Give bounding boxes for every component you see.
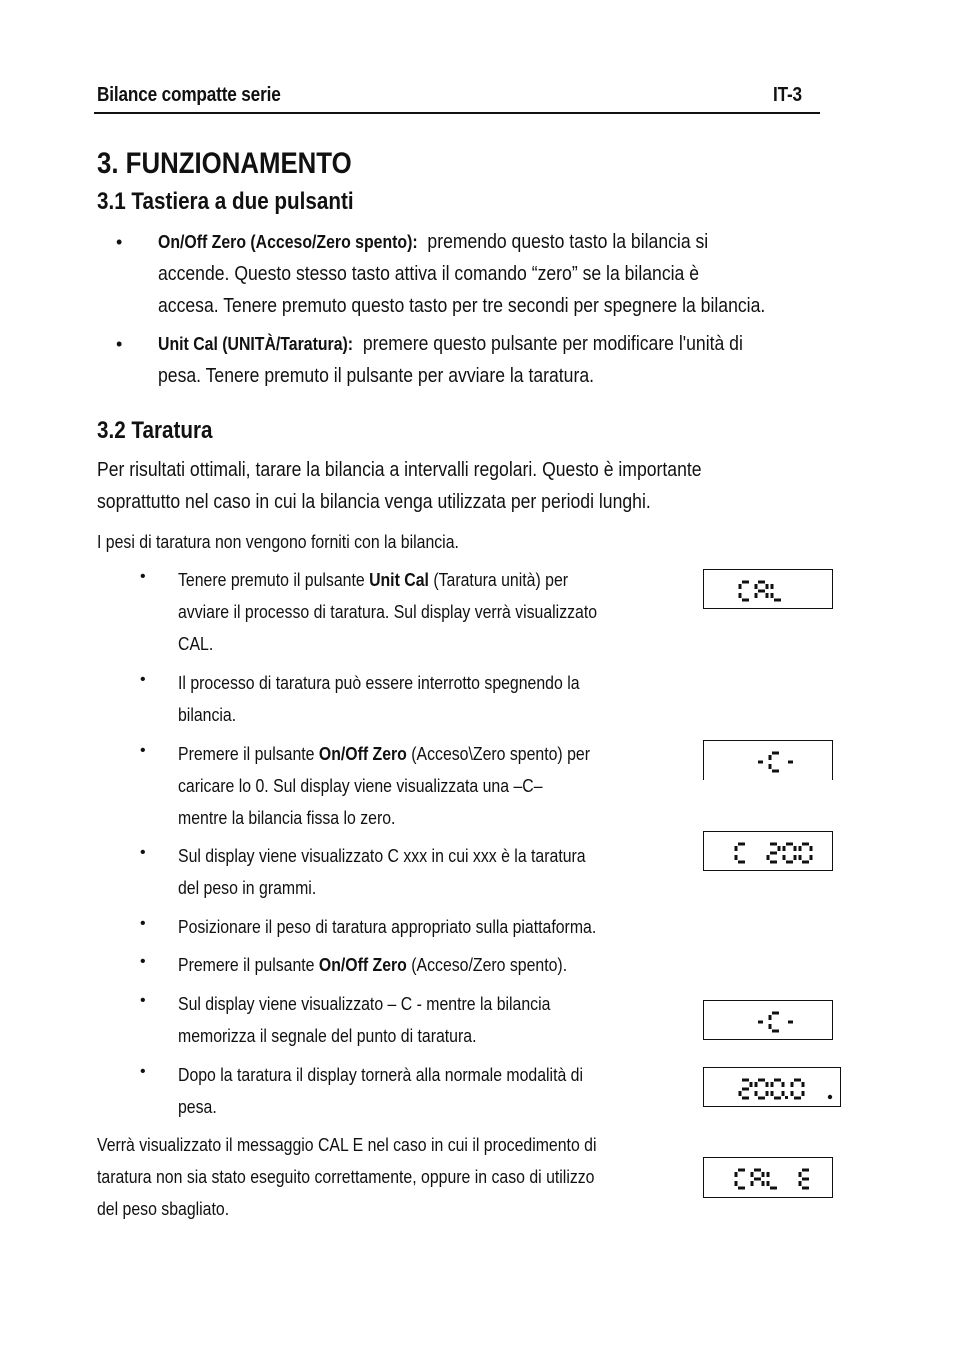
step-text: Tenere premuto il pulsante	[178, 570, 370, 590]
lcd-weight-svg	[704, 1068, 842, 1108]
step-text: Premere il pulsante	[178, 744, 319, 764]
header-title: Bilance compatte serie	[97, 84, 281, 106]
calibration-step	[178, 840, 688, 904]
line: Verrà visualizzato il messaggio CAL E nel caso in cui il procedimento di	[97, 1135, 597, 1155]
bullet-icon: •	[140, 568, 146, 585]
lcd-display-c200	[703, 831, 833, 871]
step-line	[178, 949, 688, 981]
step-line	[178, 988, 688, 1020]
step-text: (Taratura unità) per	[428, 570, 569, 590]
bullet-icon: •	[140, 844, 146, 861]
step-line	[178, 667, 688, 699]
step-text: Posizionare il peso di taratura appropriato sulla piattaforma.	[178, 917, 597, 937]
section-title: 3. FUNZIONAMENTO	[97, 147, 352, 180]
lcd-c-dash-svg	[704, 741, 834, 781]
step-key-name: On/Off Zero	[318, 955, 407, 975]
bullet-icon: •	[116, 232, 123, 252]
lcd-c200-svg	[704, 832, 834, 872]
step-line	[178, 738, 688, 770]
line: taratura non sia stato eseguito correttamente, oppure in caso di utilizzo	[97, 1167, 595, 1187]
step-text: (Acceso/Zero spento).	[406, 955, 568, 975]
step-line: caricare lo 0. Sul display viene visualizzata una –C–	[178, 776, 543, 796]
calibration-note: I pesi di taratura non vengono forniti con la bilancia.	[97, 532, 459, 552]
lcd-c-dash2-svg	[704, 1001, 834, 1041]
list-item-unitcal	[158, 328, 862, 392]
term-onoff: On/Off Zero (Acceso/Zero spento):	[158, 232, 418, 252]
step-text: (Acceso\Zero spento) per	[406, 744, 590, 764]
step-key-name: On/Off Zero	[318, 744, 407, 764]
lcd-display-weight	[703, 1067, 841, 1107]
subsection-title-calibration: 3.2 Taratura	[97, 417, 213, 444]
calibration-step	[178, 738, 688, 834]
calibration-step	[178, 667, 688, 731]
calibration-step	[178, 949, 688, 981]
bullet-icon: •	[140, 992, 146, 1009]
step-line	[178, 911, 688, 943]
lcd-cal-svg	[704, 570, 834, 610]
bullet-icon: •	[140, 1063, 146, 1080]
calibration-intro	[97, 454, 819, 518]
bullet-icon: •	[116, 334, 123, 354]
lcd-display-cal-e	[703, 1157, 833, 1198]
bullet-icon: •	[140, 742, 146, 759]
line: soprattutto nel caso in cui la bilancia venga utilizzata per periodi lunghi.	[97, 491, 651, 513]
step-text: Sul display viene visualizzato – C - mentre la bilancia	[178, 994, 551, 1014]
line: del peso sbagliato.	[97, 1199, 230, 1219]
line: accesa. Tenere premuto questo tasto per tre secondi per spegnere la bilancia.	[158, 295, 766, 317]
line: pesa. Tenere premuto il pulsante per avviare la taratura.	[158, 365, 595, 387]
subsection-title-keypad: 3.1 Tastiera a due pulsanti	[97, 188, 354, 215]
step-text: Premere il pulsante	[178, 955, 319, 975]
step-line: pesa.	[178, 1097, 217, 1117]
step-line: bilancia.	[178, 705, 237, 725]
calibration-step	[178, 911, 688, 943]
step-line	[178, 840, 688, 872]
bullet-icon: •	[140, 915, 146, 932]
step-line: CAL.	[178, 634, 214, 654]
lcd-cal-e-svg	[704, 1158, 834, 1199]
lcd-display-c-dash-2	[703, 1000, 833, 1040]
calibration-step	[178, 1059, 688, 1123]
step-text: Dopo la taratura il display tornerà alla normale modalità di	[178, 1065, 584, 1085]
step-line: avviare il processo di taratura. Sul display verrà visualizzato	[178, 602, 598, 622]
line: premere questo pulsante per modificare l'unità di	[362, 333, 743, 355]
calibration-step	[178, 988, 688, 1052]
calibration-step	[178, 564, 688, 660]
step-text: Il processo di taratura può essere interrotto spegnendo la	[178, 673, 580, 693]
error-message-paragraph	[97, 1129, 695, 1225]
step-line: memorizza il segnale del punto di taratura.	[178, 1026, 477, 1046]
lcd-display-cal	[703, 569, 833, 609]
step-line	[178, 564, 688, 596]
line: accende. Questo stesso tasto attiva il comando “zero” se la bilancia è	[158, 263, 699, 285]
lcd-decimal-point	[785, 1096, 788, 1099]
lcd-unit-indicator	[828, 1095, 832, 1099]
line: Per risultati ottimali, tarare la bilancia a intervalli regolari. Questo è importante	[97, 459, 702, 481]
bullet-icon: •	[140, 953, 146, 970]
header-rule	[94, 112, 820, 114]
step-key-name: Unit Cal	[369, 570, 429, 590]
term-unitcal: Unit Cal (UNITÀ/Taratura):	[158, 334, 354, 354]
list-item-onoff	[158, 226, 862, 322]
line: premendo questo tasto la bilancia si	[427, 231, 709, 253]
lcd-display-c-dash	[703, 740, 833, 780]
step-line	[178, 1059, 688, 1091]
page-number: IT-3	[773, 84, 802, 106]
step-text: Sul display viene visualizzato C xxx in cui xxx è la taratura	[178, 846, 586, 866]
bullet-icon: •	[140, 671, 146, 688]
step-line: mentre la bilancia fissa lo zero.	[178, 808, 396, 828]
step-line: del peso in grammi.	[178, 878, 317, 898]
